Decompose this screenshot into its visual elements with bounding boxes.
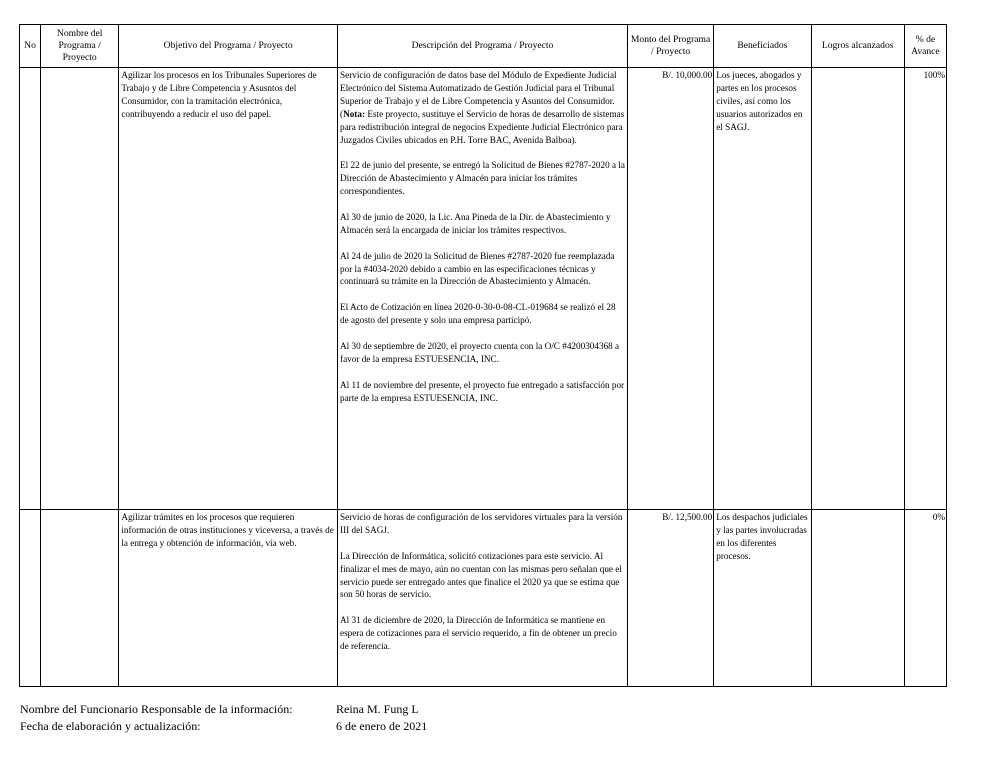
cell-nombre — [41, 510, 119, 687]
description-paragraph: Al 31 de diciembre de 2020, la Dirección de Informática se mantiene en espera de cotizaciones para el servicio requerido, a fin de obtener un precio de referencia. — [340, 615, 617, 652]
footer-responsable-value: Reina M. Fung L — [336, 702, 419, 716]
note-label: Nota: — [343, 108, 366, 119]
header-beneficiados: Beneficiados — [714, 25, 811, 68]
header-no: No — [20, 25, 41, 68]
cell-no — [20, 510, 41, 687]
header-nombre: Nombre del Programa / Proyecto — [41, 25, 119, 68]
description-paragraph: Al 11 de noviembre del presente, el proyecto fue entregado a satisfacción por parte de la empresa ESTUESENCIA, INC. — [340, 379, 625, 403]
description-paragraph: Servicio de configuración de datos base del Módulo de Expediente Judicial Electrónico del Sistema Automatizado de Gestión Judicial para el Tribunal Superior de Trabajo y el de Libre Competencia y Asuntos del Consumidor. (Nota: Este proyecto, sustituye el Servicio de horas de desarrollo de sistemas para redistribución integral de negocios Expediente Judicial Electrónico para Juzgados Civiles ubicados en P.H. Torre BAC, Avenida Balboa). — [340, 70, 625, 145]
cell-descripcion — [338, 510, 628, 687]
description-paragraph: La Dirección de Informática, solicitó cotizaciones para este servicio. Al finalizar el mes de mayo, aún no cuentan con las mismas pero señalan que el servicio puede ser entregado antes que finalice el 2020 ya que se estima que son 50 horas de servicio. — [340, 550, 622, 600]
cell-beneficiados: Los jueces, abogados y partes en los procesos civiles, así como los usuarios autorizados en el SAGJ. — [714, 68, 811, 510]
cell-objetivo: Agilizar trámites en los procesos que requieren información de otras instituciones y viceversa, a través de la entrega y obtención de información, vía web. — [119, 510, 338, 687]
description-paragraph: El Acto de Cotización en línea 2020-0-30-0-08-CL-019684 se realizó el 28 de agosto del presente y solo una empresa participó. — [340, 302, 616, 326]
header-logros: Logros alcanzados — [811, 25, 904, 68]
cell-beneficiados: Los despachos judiciales y las partes involucradas en los diferentes procesos. — [714, 510, 811, 687]
description-paragraph: Al 30 de junio de 2020, la Lic. Ana Pineda de la Dir. de Abastecimiento y Almacén será la encargada de iniciar los trámites respectivos. — [340, 211, 611, 235]
projects-table — [19, 24, 947, 687]
cell-avance: 0% — [904, 510, 946, 687]
description-paragraph: Al 30 de septiembre de 2020, el proyecto cuenta con la O/C #4200304368 a favor de la empresa ESTUESENCIA, INC. — [340, 340, 620, 364]
header-descripcion: Descripción del Programa / Proyecto — [338, 25, 628, 68]
header-monto: Monto del Programa / Proyecto — [627, 25, 713, 68]
table-row — [20, 68, 947, 510]
cell-logros — [811, 510, 904, 687]
cell-logros — [811, 68, 904, 510]
cell-monto: B/. 10,000.00 — [627, 68, 713, 510]
description-paragraph: El 22 de junio del presente, se entregó la Solicitud de Bienes #2787-2020 a la Dirección de Abastecimiento y Almacén para iniciar los trámites correspondientes. — [340, 160, 626, 197]
table-header-row — [20, 25, 947, 68]
cell-monto: B/. 12,500.00 — [627, 510, 713, 687]
header-objetivo: Objetivo del Programa / Proyecto — [119, 25, 338, 68]
cell-objetivo: Agilizar los procesos en los Tribunales Superiores de Trabajo y de Libre Competencia y Asusntos del Consumidor, con la tramitación electrónica, contribuyendo a reducir el uso del papel. — [119, 68, 338, 510]
cell-no — [20, 68, 41, 510]
cell-avance: 100% — [904, 68, 946, 510]
footer-fecha-label: Fecha de elaboración y actualización: — [20, 719, 201, 733]
footer-responsable-label: Nombre del Funcionario Responsable de la información: — [20, 702, 293, 716]
header-avance: % de Avance — [904, 25, 946, 68]
footer-fecha-value: 6 de enero de 2021 — [336, 719, 428, 733]
table-row — [20, 510, 947, 687]
cell-nombre — [41, 68, 119, 510]
cell-descripcion — [338, 68, 628, 510]
description-paragraph: Servicio de horas de configuración de los servidores virtuales para la versión III del SAGJ. — [340, 512, 623, 535]
description-paragraph: Al 24 de julio de 2020 la Solicitud de Bienes #2787-2020 fue reemplazada por la #4034-2020 debido a cambio en las especificaciones técnicas y continuará su trámite en la Dirección de Abastecimiento y Almacén. — [340, 250, 615, 287]
